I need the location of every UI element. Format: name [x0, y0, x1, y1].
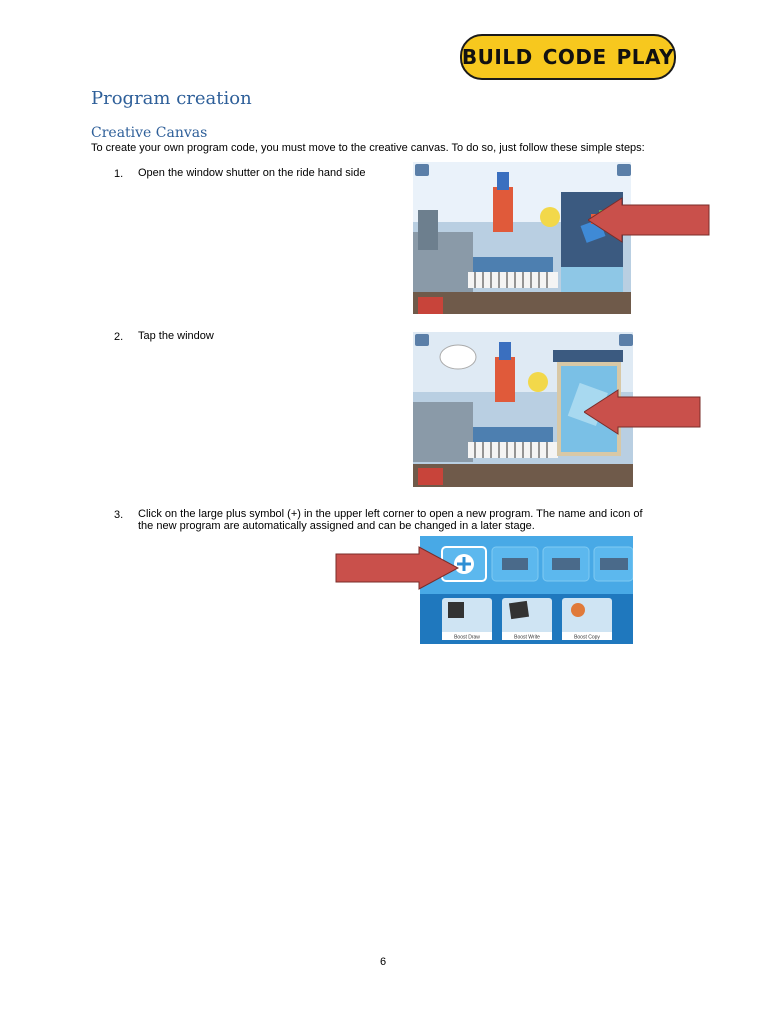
- red-arrow-icon: [335, 546, 459, 590]
- logo-word-code: CODE: [542, 45, 607, 69]
- program-label-2: Boost Write: [514, 634, 540, 641]
- intro-paragraph: To create your own program code, you must move to the creative canvas. To do so, just follow these simple steps:: [91, 142, 645, 154]
- page-number: 6: [380, 956, 387, 968]
- red-arrow-icon: [584, 388, 702, 436]
- program-label-3: Boost Copy: [574, 634, 600, 641]
- step-3-number: 3.: [114, 509, 124, 521]
- step-1-text: Open the window shutter on the ride hand side: [138, 167, 366, 179]
- step-2-text: Tap the window: [138, 330, 214, 342]
- step-3-text-line2: the new program are automatically assigned and can be changed in a later stage.: [138, 520, 535, 532]
- red-arrow-icon: [588, 196, 710, 244]
- step-1-number: 1.: [114, 168, 124, 180]
- step-2-number: 2.: [114, 331, 124, 343]
- page-title: Program creation: [91, 88, 252, 109]
- section-title: Creative Canvas: [91, 125, 208, 141]
- build-code-play-logo: [460, 34, 676, 80]
- logo-word-build: BUILD: [461, 45, 533, 69]
- program-label-1: Boost Draw: [454, 634, 480, 641]
- logo-word-play: PLAY: [616, 45, 675, 69]
- step-3-text-line1: Click on the large plus symbol (+) in the upper left corner to open a new program. The name and icon of: [138, 508, 643, 520]
